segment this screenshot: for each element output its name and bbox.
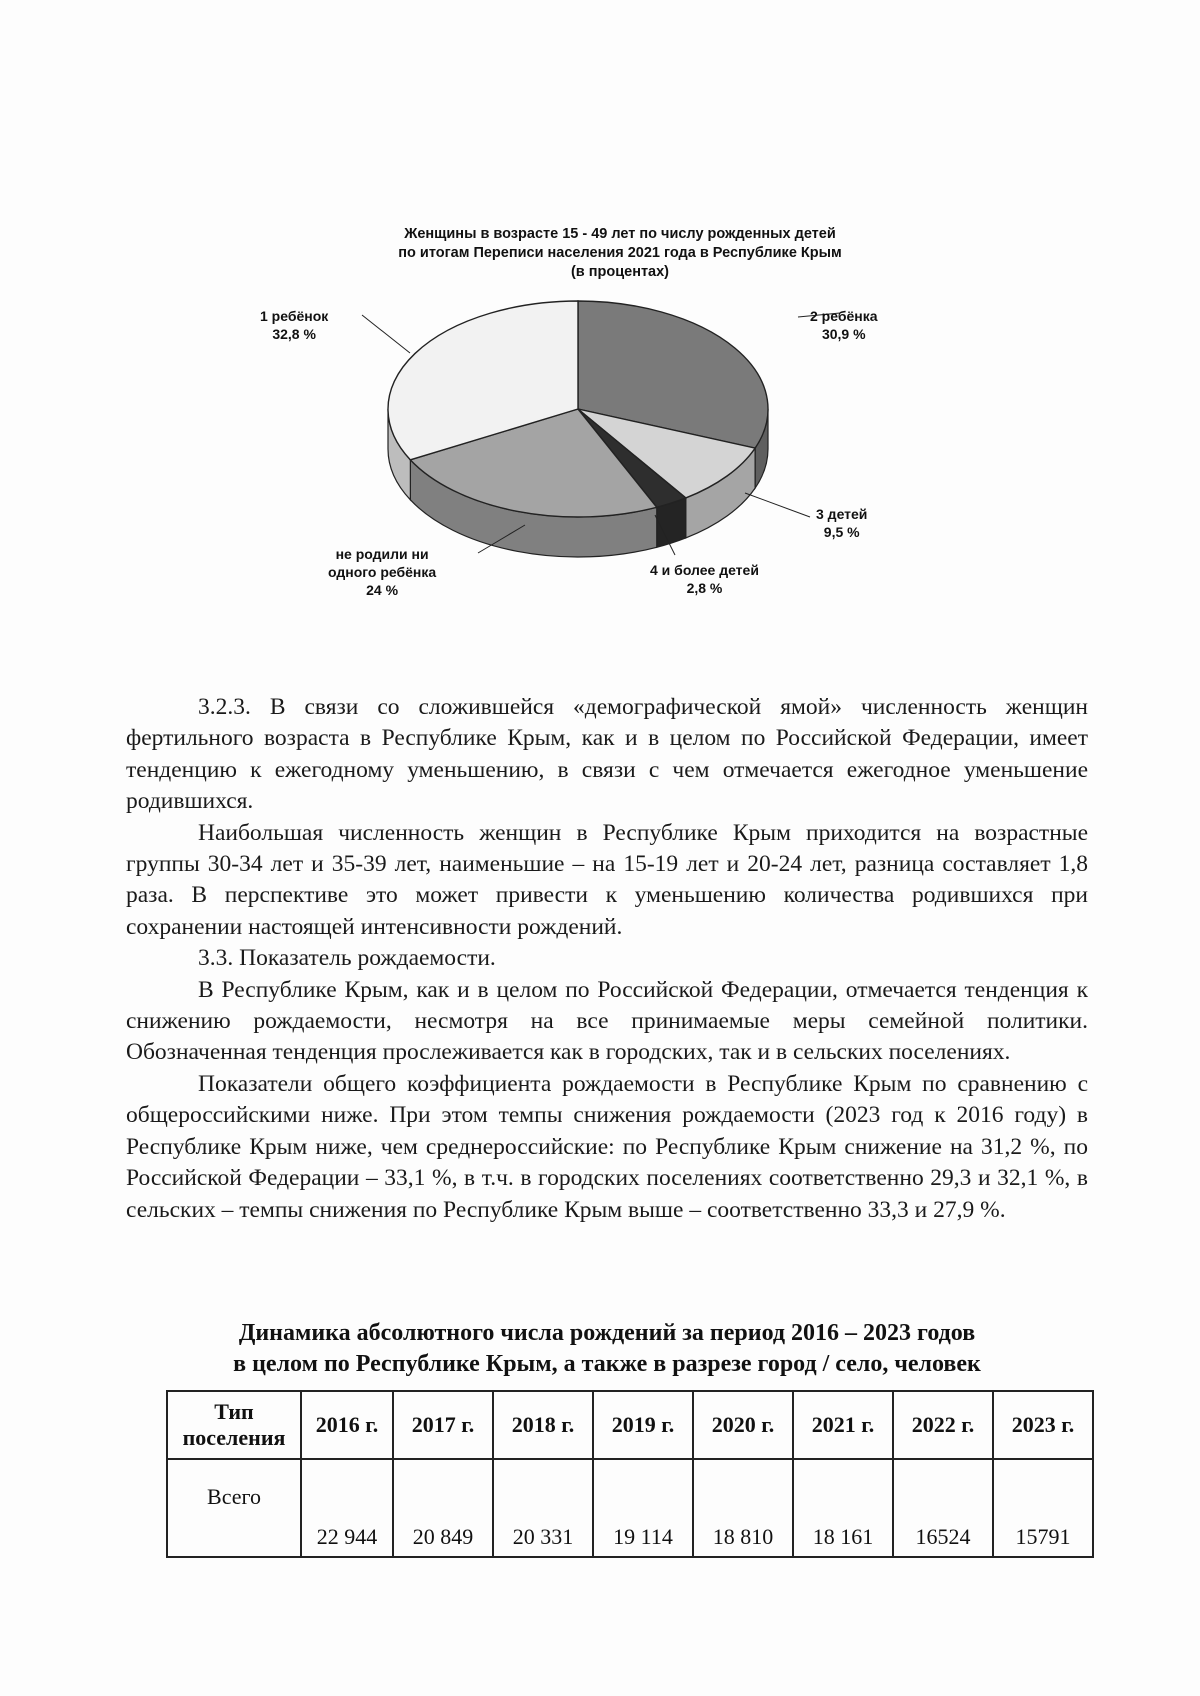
- header-year: 2020 г.: [693, 1391, 793, 1459]
- label-1-child-value: 32,8 %: [272, 326, 316, 342]
- table-cell: 22 944: [301, 1459, 393, 1557]
- header-settlement-type-line-2: поселения: [182, 1425, 286, 1450]
- label-3-children-value: 9,5 %: [823, 524, 860, 540]
- table-cell: 18 810: [693, 1459, 793, 1557]
- table-title-line-1: Динамика абсолютного числа рождений за период 2016 – 2023 годов: [238, 1320, 976, 1346]
- chart-title-line-3: (в процентах): [570, 264, 670, 280]
- header-year: 2017 г.: [393, 1391, 493, 1459]
- table-cell: 18 161: [793, 1459, 893, 1557]
- table-title-line-2: в целом по Республике Крым, а также в разрезе город / село, человек: [233, 1351, 981, 1377]
- section-heading-3-3: 3.3. Показатель рождаемости.: [198, 945, 496, 972]
- table-row: [167, 1459, 1093, 1557]
- paragraph-birth-trend: В Республике Крым, как и в целом по Российской Федерации, отмечается тенденция к снижению рождаемости, несмотря на все принимаемые меры семейной политики. Обозначенная тенденция прослеживается как в городских, так и в сельских поселениях.: [126, 976, 1088, 1066]
- chart-title-line-2: по итогам Переписи населения 2021 года в Республике Крым: [398, 245, 842, 261]
- label-2-children-value: 30,9 %: [821, 326, 866, 342]
- header-year: 2016 г.: [301, 1391, 393, 1459]
- leader-line-3-children: [745, 493, 810, 517]
- header-settlement-type-line-1: Тип: [214, 1399, 254, 1424]
- table-cell: 20 331: [493, 1459, 593, 1557]
- paragraph-3-2-3: 3.2.3. В связи со сложившейся «демографической ямой» численность женщин фертильного возраста в Республике Крым, как и в целом по Российской Федерации, имеет тенденцию к ежегодному уменьшению, в связи с чем отмечается ежегодное уменьшение родившихся.: [126, 694, 1088, 815]
- header-year: 2021 г.: [793, 1391, 893, 1459]
- label-no-children-line-2: одного ребёнка: [328, 564, 437, 580]
- label-1-child-name: 1 ребёнок: [260, 308, 329, 324]
- label-4-plus-value: 2,8 %: [686, 580, 723, 596]
- body-text: [126, 692, 1088, 1226]
- label-4-plus-name: 4 и более детей: [650, 562, 759, 578]
- table-header-row: [167, 1391, 1093, 1459]
- header-year: 2018 г.: [493, 1391, 593, 1459]
- header-year: 2019 г.: [593, 1391, 693, 1459]
- table-title: [126, 1318, 1088, 1380]
- label-slice-4-plus-children: [650, 561, 759, 597]
- paragraph-birth-rate-comparison: Показатели общего коэффициента рождаемости в Республике Крым по сравнению с общероссийскими ниже. При этом темпы снижения рождаемости (2023 год к 2016 году) в Республике Крым ниже, чем среднероссийские: по Республике Крым снижение на 31,2 %, по Российской Федерации – 33,1 %, в т.ч. в городских поселениях соответственно 29,3 и 32,1 %, в сельских – темпы снижения по Республике Крым выше – соответственно 33,3 и 27,9 %.: [126, 1070, 1088, 1223]
- table-cell: 15791: [993, 1459, 1093, 1557]
- label-slice-1-child: [260, 307, 328, 343]
- header-year: 2022 г.: [893, 1391, 993, 1459]
- births-table: [166, 1390, 1094, 1558]
- label-3-children-name: 3 детей: [816, 506, 868, 522]
- table-cell: 19 114: [593, 1459, 693, 1557]
- label-2-children-name: 2 ребёнка: [810, 308, 878, 324]
- header-settlement-type: [167, 1391, 301, 1459]
- table-cell: 16524: [893, 1459, 993, 1557]
- paragraph-women-age-groups: Наибольшая численность женщин в Республике Крым приходится на возрастные группы 30-34 лет и 35-39 лет, наименьшие – на 15-19 лет и 20-24 лет, разница составляет 1,8 раза. В перспективе это может привести к уменьшению количества родившихся при сохранении настоящей интенсивности рождений.: [126, 819, 1088, 940]
- chart-title-line-1: Женщины в возрасте 15 - 49 лет по числу рожденных детей: [404, 226, 836, 242]
- label-slice-3-children: [816, 505, 867, 541]
- leader-line-1-child: [362, 315, 410, 353]
- label-no-children-line-1: не родили ни: [335, 546, 429, 562]
- header-year: 2023 г.: [993, 1391, 1093, 1459]
- row-name-total: Всего: [167, 1459, 301, 1557]
- label-no-children-value: 24 %: [366, 582, 399, 598]
- pie-plot: [250, 225, 990, 665]
- table-cell: 20 849: [393, 1459, 493, 1557]
- label-slice-2-children: [810, 307, 878, 343]
- label-slice-no-children: [328, 545, 436, 599]
- pie-chart: [250, 225, 990, 665]
